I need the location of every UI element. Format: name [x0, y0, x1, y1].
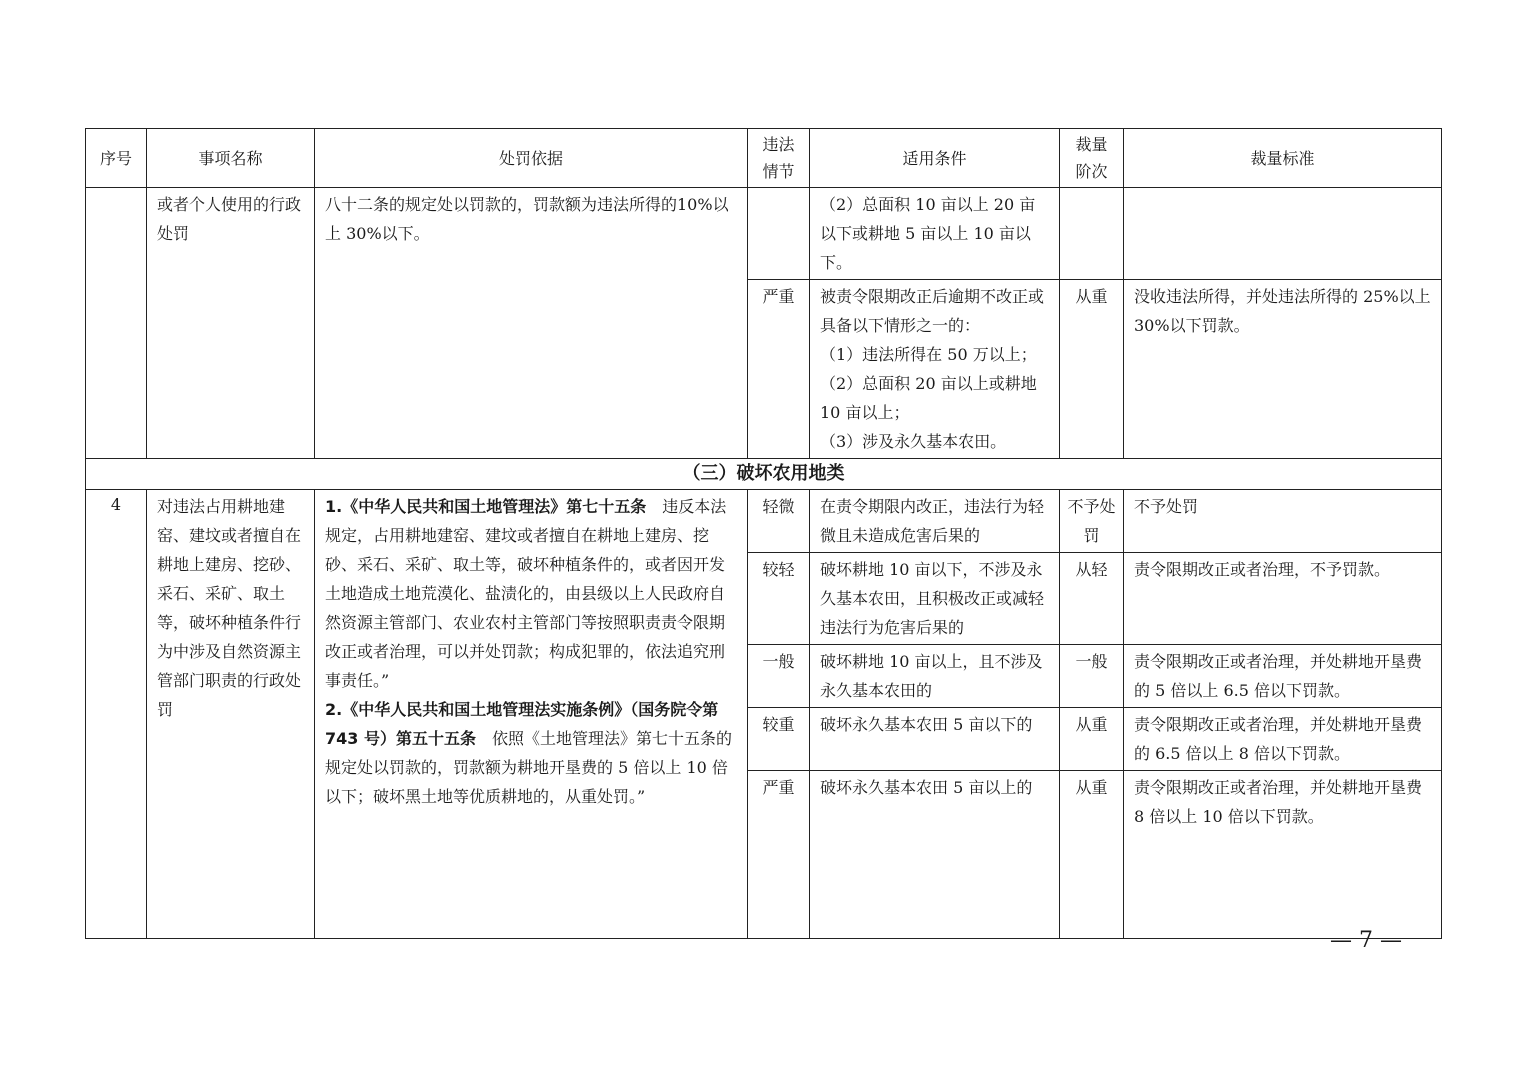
standard-cell: [1124, 645, 1442, 708]
condition-text: （2）总面积 10 亩以上 20 亩以下或耕地 5 亩以上 10 亩以下。: [820, 195, 1036, 272]
item-no: 4: [86, 490, 147, 939]
standard-text: 没收违法所得，并处违法所得的 25%以上 30%以下罚款。: [1134, 287, 1431, 335]
grade-cell: [1060, 490, 1124, 553]
circumstance-cell: [748, 490, 810, 553]
condition-text: 破坏永久基本农田 5 亩以上的: [820, 778, 1033, 797]
circumstance-cell: [748, 708, 810, 771]
header-row: [86, 129, 1442, 188]
grade-cell: [1060, 280, 1124, 459]
condition-cell: [810, 553, 1060, 645]
circumstance-cell: [748, 645, 810, 708]
condition-line: （2）总面积 20 亩以上或耕地 10 亩以上；: [820, 374, 1037, 422]
circumstance-label: 一般: [762, 652, 795, 671]
condition-cell: [810, 490, 1060, 553]
continued-item-name-cell: [147, 188, 315, 459]
grade-label: 从重: [1075, 715, 1108, 734]
standard-text: 责令限期改正或者治理，并处耕地开垦费的 5 倍以上 6.5 倍以下罚款。: [1134, 652, 1423, 700]
circumstance-label: 较重: [762, 715, 795, 734]
standard-text: 不予处罚: [1134, 497, 1199, 516]
penalty-discretion-table: [85, 128, 1442, 939]
condition-text: 破坏耕地 10 亩以下，不涉及永久基本农田，且积极改正或减轻违法行为危害后果的: [820, 560, 1045, 637]
standard-text: 责令限期改正或者治理，不予罚款。: [1134, 560, 1391, 579]
table-row: [86, 188, 1442, 280]
circumstance-cell: [748, 553, 810, 645]
basis-text: [315, 490, 747, 813]
grade-cell: [1060, 645, 1124, 708]
continued-no-cell: [86, 188, 147, 459]
continued-item-name: 或者个人使用的行政处罚: [157, 195, 302, 243]
grade-cell: [1060, 708, 1124, 771]
section-title: （三）破坏农用地类: [86, 459, 1442, 490]
grade-label: 从重: [1075, 778, 1108, 797]
circumstance-label: 严重: [762, 287, 795, 306]
page-number: — 7 —: [1330, 928, 1402, 953]
standard-cell: [1124, 708, 1442, 771]
header-circumstance: 违法 情节: [748, 129, 810, 188]
grade-label: 从轻: [1075, 560, 1108, 579]
header-basis: 处罚依据: [315, 129, 748, 188]
item-name: 对违法占用耕地建窑、建坟或者擅自在耕地上建房、挖砂、采石、采矿、取土等，破坏种植条件行为中涉及自然资源主管部门职责的行政处罚: [157, 497, 302, 719]
item-name-cell: [147, 490, 315, 939]
header-grade: 裁量 阶次: [1060, 129, 1124, 188]
circumstance-label: 轻微: [762, 497, 795, 516]
condition-text: [810, 280, 1059, 458]
circumstance-cell: [748, 188, 810, 280]
grade-cell: [1060, 771, 1124, 939]
condition-cell: [810, 708, 1060, 771]
condition-cell: [810, 280, 1060, 459]
grade-label: 一般: [1075, 652, 1108, 671]
condition-text: 破坏耕地 10 亩以上，且不涉及永久基本农田的: [820, 652, 1043, 700]
condition-line: （3）涉及永久基本农田。: [820, 432, 1007, 451]
circumstance-label: [748, 188, 809, 192]
circumstance-cell: [748, 771, 810, 939]
grade-label: 不予处罚: [1067, 497, 1116, 545]
standard-cell: [1124, 553, 1442, 645]
condition-line: （1）违法所得在 50 万以上；: [820, 345, 1037, 364]
grade-cell: [1060, 188, 1124, 280]
grade-cell: [1060, 553, 1124, 645]
grade-label: 从重: [1075, 287, 1108, 306]
condition-text: 在责令期限内改正，违法行为轻微且未造成危害后果的: [820, 497, 1045, 545]
standard-cell: [1124, 771, 1442, 939]
header-standard: 裁量标准: [1124, 129, 1442, 188]
header-condition: 适用条件: [810, 129, 1060, 188]
standard-cell: [1124, 280, 1442, 459]
standard-text: 责令限期改正或者治理，并处耕地开垦费的 6.5 倍以上 8 倍以下罚款。: [1134, 715, 1423, 763]
standard-text: [1124, 188, 1441, 192]
circumstance-label: 较轻: [762, 560, 795, 579]
header-no: 序号: [86, 129, 147, 188]
section-row: [86, 459, 1442, 490]
basis-cell: [315, 490, 748, 939]
circumstance-cell: [748, 280, 810, 459]
standard-cell: [1124, 490, 1442, 553]
standard-cell: [1124, 188, 1442, 280]
condition-text: 破坏永久基本农田 5 亩以下的: [820, 715, 1033, 734]
continued-basis-cell: [315, 188, 748, 459]
condition-cell: [810, 188, 1060, 280]
basis-2-title: 2.《中华人民共和国土地管理法实施条例》（国务院令第 743 号）第五十五条: [325, 700, 719, 748]
condition-cell: [810, 771, 1060, 939]
grade-label: [1060, 188, 1123, 192]
table-row: [86, 490, 1442, 553]
continued-basis: 八十二条的规定处以罚款的，罚款额为违法所得的10%以上 30%以下。: [325, 195, 729, 243]
circumstance-label: 严重: [762, 778, 795, 797]
header-item-name: 事项名称: [147, 129, 315, 188]
basis-1-title: 1.《中华人民共和国土地管理法》第七十五条: [325, 497, 647, 516]
condition-cell: [810, 645, 1060, 708]
standard-text: 责令限期改正或者治理，并处耕地开垦费 8 倍以上 10 倍以下罚款。: [1134, 778, 1423, 826]
basis-1-text: 违反本法规定，占用耕地建窑、建坟或者擅自在耕地上建房、挖砂、采石、采矿、取土等，破坏种植条件的，或者因开发土地造成土地荒漠化、盐渍化的，由县级以上人民政府自然资源主管部门、农业农村主管部门等按照职责责令限期改正或者治理，可以并处罚款；构成犯罪的，依法追究刑事责任。”: [325, 497, 727, 690]
basis-2-text: 依照《土地管理法》第七十五条的规定处以罚款的，罚款额为耕地开垦费的 5 倍以上 10 倍以下；破坏黑土地等优质耕地的，从重处罚。”: [325, 729, 732, 806]
condition-line: 被责令限期改正后逾期不改正或具备以下情形之一的：: [820, 287, 1045, 335]
